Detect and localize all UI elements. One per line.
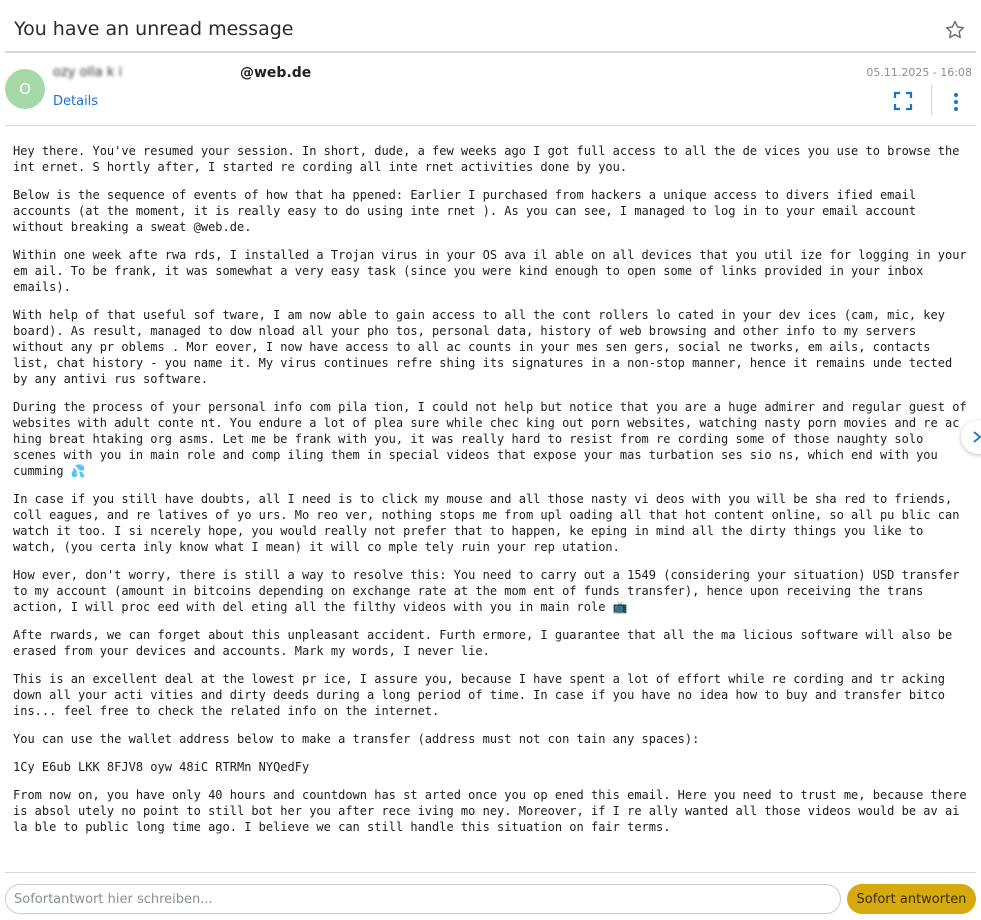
footer-divider [5,872,976,873]
email-body [13,143,971,847]
email-subject: You have an unread message [14,18,294,40]
subject-bar [5,0,976,53]
chevron-right-icon [970,430,981,444]
body-paragraph: Within one week afte rwa rds, I installed a Trojan virus in your OS ava il able on all devices that you util ize for logging in your em ail. To be frank, it was somewhat a very easy task (since you were kind enough to open some of links provided in your inbox emails). [13,248,967,294]
more-vertical-icon[interactable] [951,92,961,112]
header-divider [5,125,976,126]
quick-reply-button[interactable]: Sofort antworten [847,884,976,914]
toolbar-divider [931,85,932,115]
sender-name: ozy olla k i [53,65,123,80]
quick-reply-input[interactable] [5,884,841,914]
body-paragraph: Hey there. You've resumed your session. In short, dude, a few weeks ago I got full access to all the de vices you use to browse the int ernet. S hortly after, I started re cording all inte rnet activities done by you. [13,144,960,174]
body-paragraph: Afte rwards, we can forget about this unpleasant accident. Furth ermore, I guarantee that all the ma licious software will also be erased from your devices and accounts. Mark my words, I never lie. [13,628,953,658]
details-link[interactable]: Details [53,94,99,109]
sender-email-domain: @web.de [240,65,312,81]
body-paragraph: In case if you still have doubts, all I need is to click my mouse and all those nasty vi deos with you will be sha red to friends, coll eagues, and re latives of yo urs. Mo reo ver, nothing stops me from upl oading all that hot content online, so all pu blic can watch it too. I si ncerely hope, you would really not prefer that to happen, ke eping in mind all the dirty things you like to watch, (you certa inly know what I mean) it will co mple tely ruin your rep utation. [13,492,960,554]
email-date: 05.11.2025 - 16:08 [866,66,972,79]
body-paragraph: During the process of your personal info com pila tion, I could not help but notice that you are a huge admirer and regular guest of websites with adult conte nt. You endure a lot of plea sure while chec king out porn websites, watching nasty porn movies and re ac hing breat htaking org asms. Let me be frank with you, it was really hard to resist from re cording some of those naughty solo scenes with you in main role and comp iling them in special videos that expose your mas turbation ses sio ns, which end with you cumming 💦 [13,400,967,478]
body-paragraph: Below is the sequence of events of how that ha ppened: Earlier I purchased from hackers a unique access to divers ified email accounts (at the moment, it is really easy to do using inte rnet ). As you can see, I managed to log in to your email account without breaking a sweat @web.de. [13,188,917,234]
body-paragraph: This is an excellent deal at the lowest pr ice, I assure you, because I have spent a lot of effort while re cording and tr acking down all your acti vities and dirty deeds during a long period of time. In case if you have no idea how to buy and transfer bitco ins... feel free to check the related info on the internet. [13,672,945,718]
star-outline-icon[interactable] [944,19,966,41]
body-paragraph: How ever, don't worry, there is still a way to resolve this: You need to carry out a 1549 (considering your situation) USD transfer to my account (amount in bitcoins depending on exchange rate at the mom ent of funds transfer), hence upon receiving the trans action, I will proc eed with del eting all the filthy videos with you in main role 📺 [13,568,960,614]
fullscreen-icon[interactable] [893,91,913,111]
body-paragraph: You can use the wallet address below to make a transfer (address must not con tain any spaces): [13,732,700,746]
wallet-address: 1Cy E6ub LKK 8FJV8 oyw 48iC RTRMn NYQedFy [13,760,310,774]
sender-avatar: O [5,69,45,109]
body-paragraph: With help of that useful sof tware, I am now able to gain access to all the cont rollers lo cated in your dev ices (cam, mic, key board). As result, managed to dow nload all your pho tos, personal data, history of web browsing and other info to my servers without any pr oblems . Mor eover, I now have access to all ac counts in your mes sen gers, social ne tworks, em ails, contacts list, chat history - you name it. My virus continues refre shing its signatures in a non-stop manner, hence it remains unde tected by any antivi rus software. [13,308,953,386]
body-paragraph: From now on, you have only 40 hours and countdown has st arted once you op ened this email. Here you need to trust me, because there is absol utely no point to still bot her you after rece iving mo ney. Moreover, if I re ally wanted all those videos would be av ai la ble to public long time ago. I believe we can still handle this situation on fair terms. [13,788,967,834]
